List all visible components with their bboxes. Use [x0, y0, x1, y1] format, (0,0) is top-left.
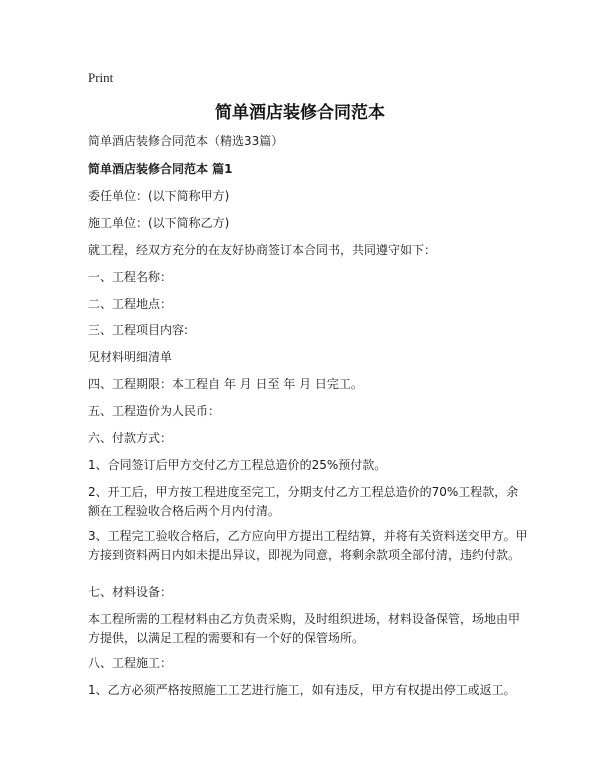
- paragraph-agreement: 就工程，经双方充分的在友好协商签订本合同书，共同遵守如下：: [88, 243, 437, 257]
- paragraph-project-cost: 五、工程造价为人民币：: [88, 404, 221, 418]
- document-title: 简单酒店装修合同范本: [215, 103, 385, 123]
- print-link[interactable]: Print: [88, 70, 114, 85]
- paragraph-construction-1: 1、乙方必须严格按照施工工艺进行施工，如有违反，甲方有权提出停工或返工。: [88, 683, 516, 697]
- paragraph-material-list: 见材料明细清单: [88, 350, 173, 364]
- document-intro: 简单酒店装修合同范本（精选33篇）: [88, 134, 284, 148]
- paragraph-project-content: 三、工程项目内容:: [88, 323, 189, 337]
- paragraph-client: 委任单位：(以下简称甲方): [88, 189, 230, 203]
- paragraph-project-period: 四、工程期限：本工程自 年 月 日至 年 月 日完工。: [88, 377, 363, 391]
- paragraph-payment-2: 2、开工后，甲方按工程进度至完工，分期支付乙方工程总造价的70%工程款，余额在工程验收合格后两个月内付清。: [88, 485, 519, 518]
- section-title: 简单酒店装修合同范本 篇1: [88, 162, 233, 176]
- paragraph-payment-method: 六、付款方式：: [88, 431, 173, 445]
- paragraph-construction-heading: 八、工程施工：: [88, 656, 173, 670]
- paragraph-materials-heading: 七、材料设备：: [88, 585, 173, 599]
- paragraph-project-name: 一、工程名称：: [88, 270, 173, 284]
- paragraph-payment-3: 3、工程完工验收合格后，乙方应向甲方提出工程结算，并将有关资料送交甲方。甲方接到资料两日内如未提出异议，即视为同意，将剩余款项全部付清，违约付款。: [88, 529, 528, 562]
- paragraph-materials-body: 本工程所需的工程材料由乙方负责采购，及时组织进场，材料设备保管，场地由甲方提供，以满足工程的需要和有一个好的保管场所。: [88, 612, 521, 645]
- paragraph-payment-1: 1、合同签订后甲方交付乙方工程总造价的25%预付款。: [88, 458, 387, 472]
- paragraph-contractor: 施工单位：(以下简称乙方): [88, 216, 230, 230]
- paragraph-project-location: 二、工程地点：: [88, 297, 173, 311]
